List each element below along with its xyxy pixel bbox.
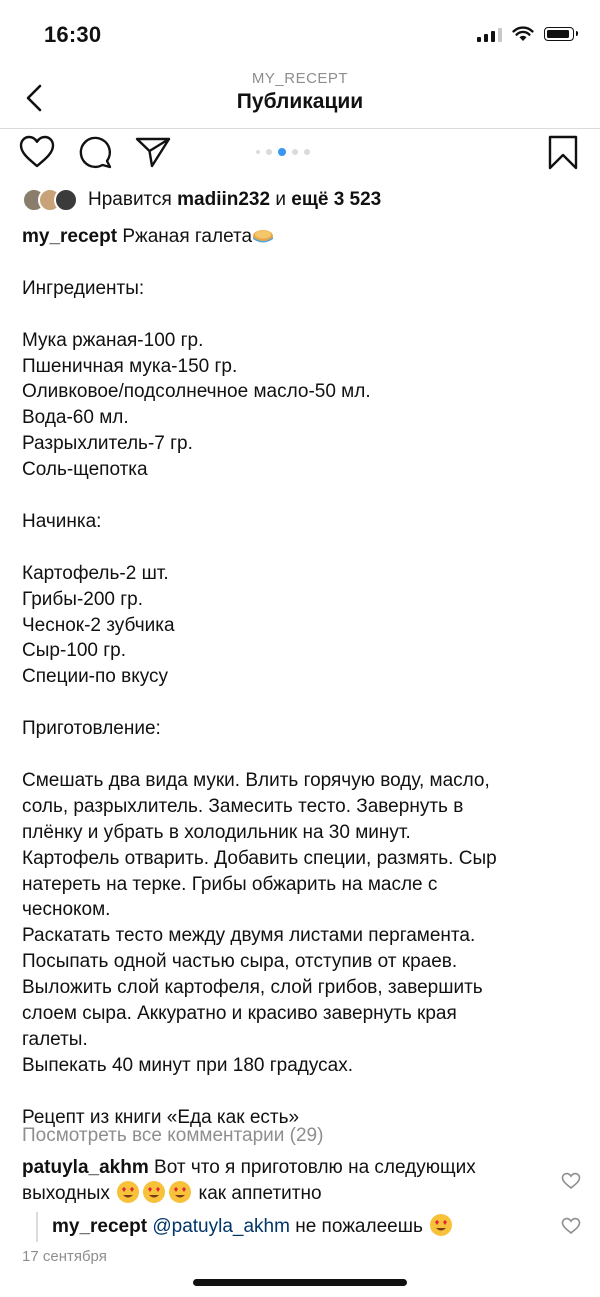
post-date: 17 сентября bbox=[22, 1248, 107, 1265]
caption-body bbox=[22, 250, 582, 1131]
comment-like-heart-icon[interactable] bbox=[561, 1172, 581, 1190]
caption-line: Рецепт из книги «Еда как есть» bbox=[22, 1106, 300, 1128]
caption-line bbox=[22, 1079, 582, 1105]
status-icons bbox=[477, 26, 574, 42]
caption-line bbox=[22, 302, 582, 328]
reply-mention[interactable]: @patuyla_akhm bbox=[152, 1216, 290, 1237]
caption-line: чесноком. bbox=[22, 899, 111, 921]
caption-line: Посыпать одной частью сыра, отступив от краев. bbox=[22, 951, 458, 973]
caption-line: Специи-по вкусу bbox=[22, 666, 169, 688]
likes-prefix: Нравится bbox=[88, 189, 172, 210]
caption-line bbox=[22, 483, 582, 509]
reply-username[interactable]: my_recept bbox=[52, 1216, 148, 1237]
caption-line bbox=[22, 742, 582, 768]
caption-line: соль, разрыхлитель. Замесить тесто. Завернуть в bbox=[22, 795, 464, 817]
view-all-comments-link[interactable]: Посмотреть все комментарии (29) bbox=[22, 1125, 324, 1146]
nav-bar bbox=[0, 68, 600, 129]
caption-line: натереть на терке. Грибы обжарить на масле с bbox=[22, 873, 438, 895]
caption-line: Ингредиенты: bbox=[22, 277, 145, 299]
bookmark-icon[interactable] bbox=[546, 134, 580, 172]
caption-line bbox=[22, 690, 582, 716]
status-bar bbox=[0, 0, 600, 70]
caption-line: Оливковое/подсолнечное масло-50 мл. bbox=[22, 381, 371, 403]
caption-line: Чеснок-2 зубчика bbox=[22, 614, 175, 636]
reply-item bbox=[52, 1213, 552, 1239]
caption-line: Пшеничная мука-150 гр. bbox=[22, 355, 238, 377]
caption-line: Картофель-2 шт. bbox=[22, 562, 169, 584]
avatar bbox=[54, 188, 78, 212]
likes-and: и bbox=[275, 189, 286, 210]
wifi-icon bbox=[512, 26, 534, 42]
caption-line bbox=[22, 535, 582, 561]
caption-line: Разрыхлитель-7 гр. bbox=[22, 433, 193, 455]
caption-line: Выложить слой картофеля, слой грибов, завершить bbox=[22, 977, 483, 999]
heart-eyes-emoji-icon bbox=[142, 1180, 166, 1204]
page-title: Публикации bbox=[236, 90, 364, 113]
caption-line: Приготовление: bbox=[22, 718, 161, 740]
caption-line: Грибы-200 гр. bbox=[22, 588, 144, 610]
caption-line: слоем сыра. Аккуратно и красиво завернуть края bbox=[22, 1003, 457, 1025]
home-indicator[interactable] bbox=[193, 1279, 407, 1286]
pie-emoji-icon bbox=[252, 228, 274, 244]
comment-text-1: Вот что я приготовлю на следующих bbox=[154, 1157, 476, 1178]
reply-text: не пожалеешь bbox=[295, 1216, 423, 1237]
caption-username[interactable]: my_recept bbox=[22, 226, 118, 247]
caption-line: Сыр-100 гр. bbox=[22, 640, 127, 662]
heart-eyes-emoji-icon bbox=[168, 1180, 192, 1204]
caption-line: плёнку и убрать в холодильник на 30 минут. bbox=[22, 821, 411, 843]
likes-row[interactable] bbox=[22, 186, 381, 214]
nav-subtitle: MY_RECEPT bbox=[251, 70, 349, 87]
share-send-icon[interactable] bbox=[134, 134, 172, 170]
caption-line: Смешать два вида муки. Влить горячую воду, масло, bbox=[22, 769, 490, 791]
likes-count[interactable]: ещё 3 523 bbox=[291, 189, 382, 210]
post-action-bar bbox=[0, 130, 600, 174]
comment-text-3: как аппетитно bbox=[198, 1183, 322, 1204]
status-time: 16:30 bbox=[44, 22, 102, 47]
caption-line: галеты. bbox=[22, 1029, 88, 1050]
heart-eyes-emoji-icon bbox=[116, 1180, 140, 1204]
caption-line: Выпекать 40 минут при 180 градусах. bbox=[22, 1054, 354, 1076]
comment-icon[interactable] bbox=[76, 134, 114, 170]
caption-line: Картофель отварить. Добавить специи, размять. Сыр bbox=[22, 847, 497, 869]
post-caption bbox=[22, 224, 582, 1131]
caption-line bbox=[22, 250, 582, 276]
caption-line: Соль-щепотка bbox=[22, 459, 148, 481]
comment-username[interactable]: patuyla_akhm bbox=[22, 1157, 149, 1178]
likes-text bbox=[88, 189, 381, 211]
caption-line: Раскатать тесто между двумя листами пергамента. bbox=[22, 925, 476, 947]
caption-title: Ржаная галета bbox=[122, 226, 253, 247]
caption-line: Мука ржаная-100 гр. bbox=[22, 329, 204, 351]
like-heart-icon[interactable] bbox=[18, 134, 56, 170]
liker-avatars bbox=[22, 188, 78, 212]
reply-like-heart-icon[interactable] bbox=[561, 1217, 581, 1235]
heart-eyes-emoji-icon bbox=[429, 1213, 453, 1237]
comment-text-2: выходных bbox=[22, 1183, 110, 1204]
likes-user[interactable]: madiin232 bbox=[177, 189, 271, 210]
caption-line: Вода-60 мл. bbox=[22, 407, 129, 429]
caption-line: Начинка: bbox=[22, 510, 102, 532]
signal-icon bbox=[477, 26, 502, 42]
carousel-indicator bbox=[256, 148, 310, 156]
battery-icon bbox=[544, 27, 574, 41]
comment-item bbox=[22, 1156, 542, 1206]
reply-thread-line bbox=[36, 1212, 38, 1242]
